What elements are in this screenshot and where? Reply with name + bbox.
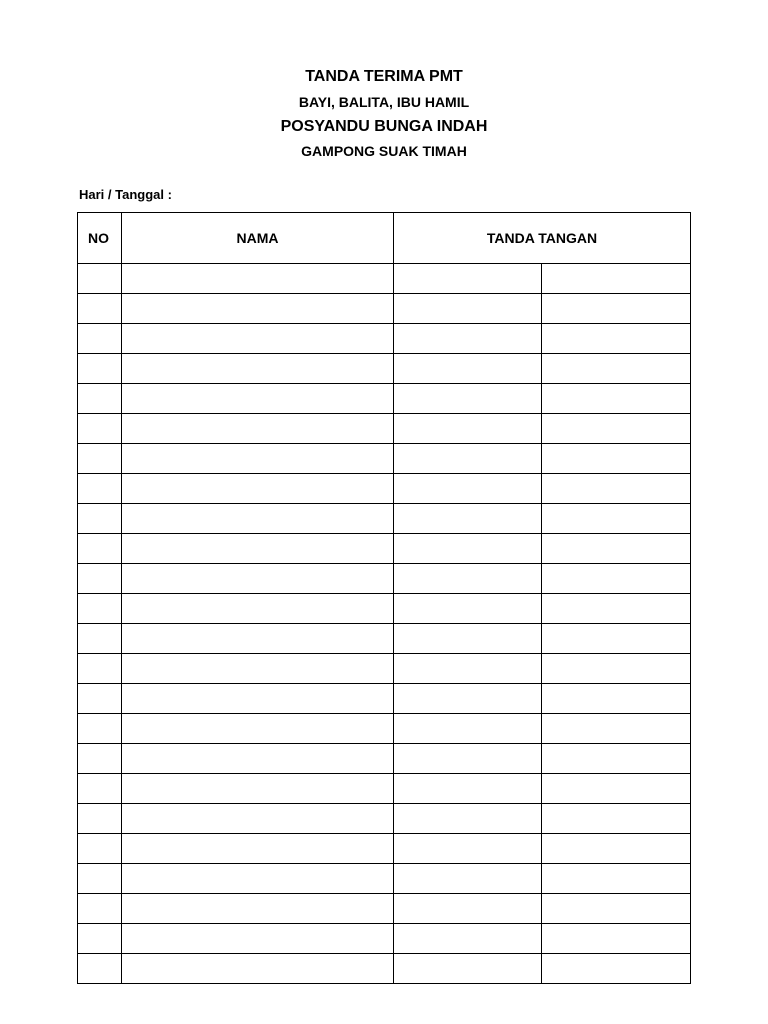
table-row: [78, 444, 691, 474]
table-row: [78, 654, 691, 684]
cell-name: [122, 744, 394, 774]
cell-signature-left: [394, 534, 542, 564]
document-subtitle: BAYI, BALITA, IBU HAMIL: [298, 94, 470, 110]
cell-name: [122, 834, 394, 864]
cell-signature-left: [394, 744, 542, 774]
cell-name: [122, 594, 394, 624]
column-header-signature: TANDA TANGAN: [394, 213, 691, 264]
location-name: GAMPONG SUAK TIMAH: [301, 143, 467, 159]
cell-signature-left: [394, 924, 542, 954]
cell-signature-left: [394, 954, 542, 984]
cell-name: [122, 864, 394, 894]
cell-signature-left: [394, 834, 542, 864]
table-row: [78, 864, 691, 894]
cell-no: [78, 834, 122, 864]
cell-signature-left: [394, 864, 542, 894]
cell-signature-right: [542, 804, 691, 834]
cell-no: [78, 654, 122, 684]
cell-signature-left: [394, 804, 542, 834]
cell-signature-left: [394, 594, 542, 624]
table-row: [78, 684, 691, 714]
cell-signature-right: [542, 654, 691, 684]
table-row: [78, 594, 691, 624]
cell-signature-right: [542, 864, 691, 894]
cell-signature-right: [542, 714, 691, 744]
column-header-no: NO: [78, 213, 122, 264]
cell-no: [78, 354, 122, 384]
cell-signature-right: [542, 744, 691, 774]
table-row: [78, 924, 691, 954]
cell-no: [78, 594, 122, 624]
table-row: [78, 564, 691, 594]
cell-signature-right: [542, 324, 691, 354]
cell-signature-right: [542, 384, 691, 414]
cell-signature-right: [542, 474, 691, 504]
table-header-row: [78, 213, 691, 264]
cell-signature-left: [394, 624, 542, 654]
cell-signature-left: [394, 654, 542, 684]
cell-signature-right: [542, 924, 691, 954]
table-row: [78, 534, 691, 564]
cell-no: [78, 774, 122, 804]
cell-signature-right: [542, 834, 691, 864]
cell-name: [122, 894, 394, 924]
cell-no: [78, 564, 122, 594]
cell-name: [122, 714, 394, 744]
cell-signature-left: [394, 894, 542, 924]
cell-signature-left: [394, 324, 542, 354]
cell-no: [78, 924, 122, 954]
cell-signature-right: [542, 564, 691, 594]
cell-name: [122, 804, 394, 834]
cell-signature-right: [542, 624, 691, 654]
table-row: [78, 354, 691, 384]
cell-no: [78, 954, 122, 984]
cell-no: [78, 414, 122, 444]
table-row: [78, 384, 691, 414]
cell-name: [122, 384, 394, 414]
cell-name: [122, 924, 394, 954]
cell-no: [78, 294, 122, 324]
cell-no: [78, 624, 122, 654]
cell-signature-left: [394, 444, 542, 474]
cell-name: [122, 294, 394, 324]
cell-name: [122, 684, 394, 714]
cell-signature-right: [542, 684, 691, 714]
cell-signature-left: [394, 564, 542, 594]
cell-no: [78, 264, 122, 294]
cell-signature-left: [394, 294, 542, 324]
cell-signature-right: [542, 504, 691, 534]
cell-no: [78, 714, 122, 744]
table-row: [78, 414, 691, 444]
cell-name: [122, 414, 394, 444]
cell-name: [122, 774, 394, 804]
table-row: [78, 744, 691, 774]
cell-name: [122, 354, 394, 384]
cell-signature-right: [542, 534, 691, 564]
cell-signature-left: [394, 414, 542, 444]
table-row: [78, 624, 691, 654]
table-row: [78, 294, 691, 324]
cell-signature-left: [394, 714, 542, 744]
table-row: [78, 264, 691, 294]
cell-signature-left: [394, 774, 542, 804]
table-body: [78, 264, 691, 984]
cell-no: [78, 894, 122, 924]
cell-signature-right: [542, 444, 691, 474]
cell-signature-left: [394, 264, 542, 294]
cell-no: [78, 534, 122, 564]
cell-signature-right: [542, 954, 691, 984]
table-row: [78, 324, 691, 354]
cell-name: [122, 474, 394, 504]
cell-name: [122, 264, 394, 294]
organization-name: POSYANDU BUNGA INDAH: [280, 118, 488, 135]
table-row: [78, 804, 691, 834]
cell-signature-right: [542, 354, 691, 384]
table-row: [78, 504, 691, 534]
column-header-name: NAMA: [122, 213, 394, 264]
receipt-table: [77, 212, 691, 984]
table-row: [78, 894, 691, 924]
cell-name: [122, 504, 394, 534]
table-row: [78, 954, 691, 984]
table-row: [78, 474, 691, 504]
cell-signature-right: [542, 594, 691, 624]
cell-no: [78, 864, 122, 894]
cell-no: [78, 684, 122, 714]
cell-name: [122, 534, 394, 564]
cell-no: [78, 504, 122, 534]
table-row: [78, 834, 691, 864]
cell-no: [78, 474, 122, 504]
cell-signature-left: [394, 354, 542, 384]
cell-name: [122, 654, 394, 684]
cell-signature-right: [542, 264, 691, 294]
cell-signature-left: [394, 474, 542, 504]
cell-signature-right: [542, 294, 691, 324]
table-row: [78, 714, 691, 744]
cell-name: [122, 444, 394, 474]
cell-signature-right: [542, 774, 691, 804]
cell-name: [122, 564, 394, 594]
cell-signature-left: [394, 684, 542, 714]
cell-signature-right: [542, 894, 691, 924]
cell-signature-right: [542, 414, 691, 444]
cell-no: [78, 444, 122, 474]
cell-name: [122, 954, 394, 984]
cell-name: [122, 324, 394, 354]
cell-no: [78, 324, 122, 354]
cell-signature-left: [394, 384, 542, 414]
cell-signature-left: [394, 504, 542, 534]
table-row: [78, 774, 691, 804]
cell-name: [122, 624, 394, 654]
cell-no: [78, 744, 122, 774]
cell-no: [78, 804, 122, 834]
document-title: TANDA TERIMA PMT: [305, 68, 463, 85]
date-label: Hari / Tanggal :: [79, 187, 172, 202]
cell-no: [78, 384, 122, 414]
